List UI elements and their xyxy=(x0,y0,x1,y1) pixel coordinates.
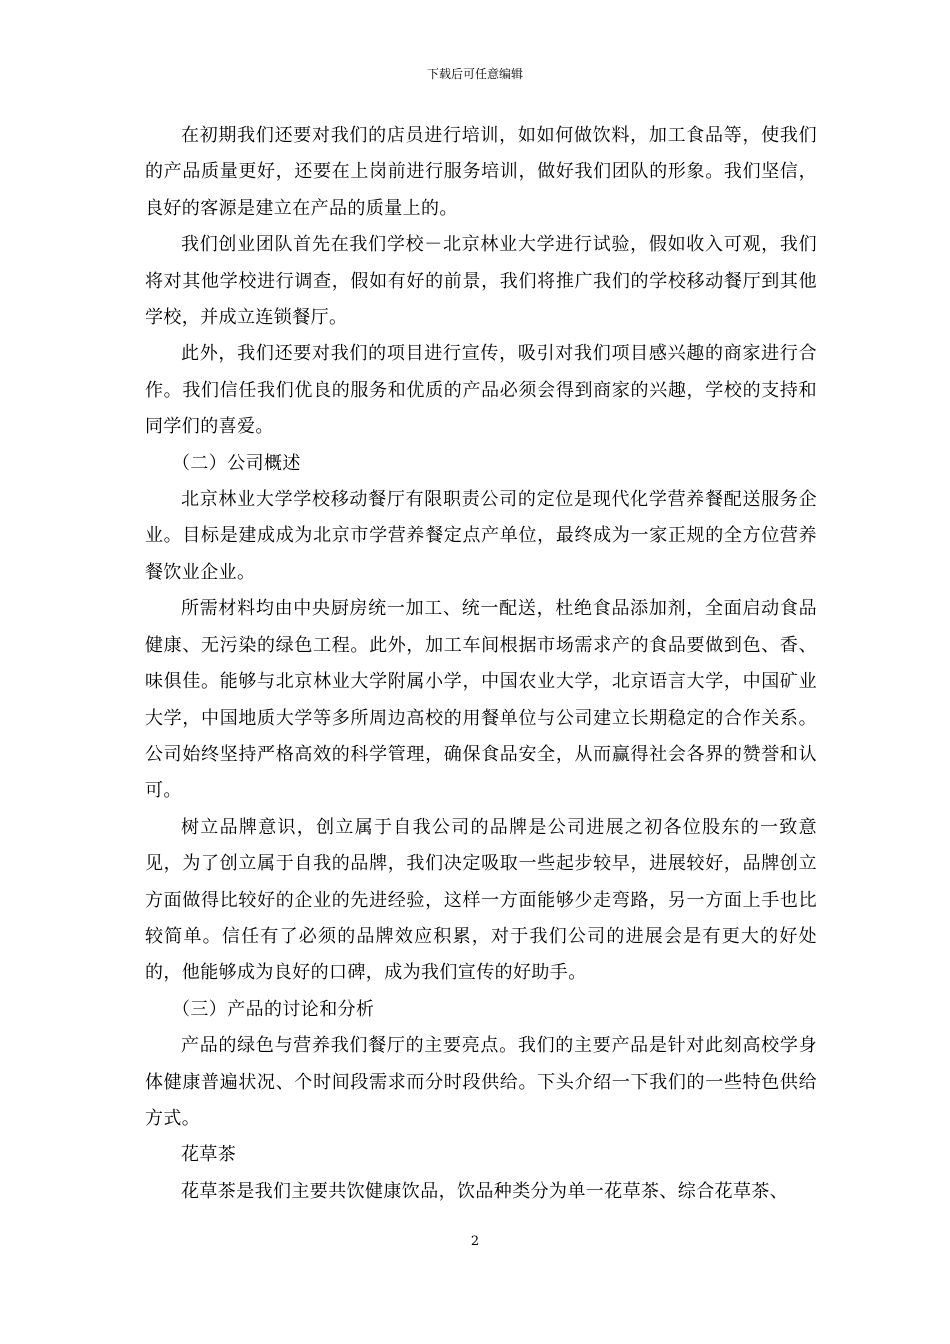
paragraph-promotion: 此外，我们还要对我们的项目进行宣传，吸引对我们项目感兴趣的商家进行合作。我们信任我们优良的服务和优质的产品必须会得到商家的兴趣，学校的支持和同学们的喜爱。 xyxy=(145,343,817,438)
section-heading-company-overview: （二）公司概述 xyxy=(172,452,301,474)
page-header: 下载后可任意编辑 xyxy=(426,67,523,81)
paragraph-company-positioning: 北京林业大学学校移动餐厅有限职责公司的定位是现代化学营养餐配送服务企业。目标是建成成为北京市学营养餐定点产单位，最终成为一家正规的全方位营养餐饮业企业。 xyxy=(145,489,817,583)
subheading-herbal-tea: 花草茶 xyxy=(181,1144,237,1166)
paragraph-pilot-test: 我们创业团队首先在我们学校－北京林业大学进行试验，假如收入可观，我们将对其他学校进行调查，假如有好的前景，我们将推广我们的学校移动餐厅到其他学校，并成立连锁餐厅。 xyxy=(145,234,817,329)
document-body xyxy=(145,118,817,1210)
paragraph-staff-training: 在初期我们还要对我们的店员进行培训，如如何做饮料，加工食品等，使我们的产品质量更好，还要在上岗前进行服务培训，做好我们团队的形象。我们坚信，良好的客源是建立在产品的质量上的。 xyxy=(145,125,817,219)
paragraph-product-highlights: 产品的绿色与营养我们餐厅的主要亮点。我们的主要产品是针对此刻高校学身体健康普遍状况、个时间段需求而分时段供给。下头介绍一下我们的一些特色供给方式。 xyxy=(145,1035,817,1129)
paragraph-central-kitchen: 所需材料均由中央厨房统一加工、统一配送，杜绝食品添加剂，全面启动食品健康、无污染的绿色工程。此外，加工车间根据市场需求产的食品要做到色、香、味俱佳。能够与北京林业大学附属小学，中国农业大学，北京语言大学，中国矿业大学，中国地质大学等多所周边高校的用餐单位与公司建立长期稳定的合作关系。公司始终坚持严格高效的科学管理，确保食品安全，从而赢得社会各界的赞誉和认可。 xyxy=(145,598,817,802)
section-heading-product-analysis: （三）产品的讨论和分析 xyxy=(172,998,375,1020)
page-number: 2 xyxy=(470,1234,480,1249)
paragraph-herbal-tea: 花草茶是我们主要共饮健康饮品，饮品种类分为单一花草茶、综合花草茶、 xyxy=(181,1180,789,1202)
paragraph-brand-awareness: 树立品牌意识，创立属于自我公司的品牌是公司进展之初各位股东的一致意见，为了创立属于自我的品牌，我们决定吸取一些起步较早，进展较好，品牌创立方面做得比较好的企业的先进经验，这样一方面能够少走弯路，另一方面上手也比较简单。信任有了必须的品牌效应积累，对于我们公司的进展会是有更大的好处的，他能够成为良好的口碑，成为我们宣传的好助手。 xyxy=(145,816,817,984)
